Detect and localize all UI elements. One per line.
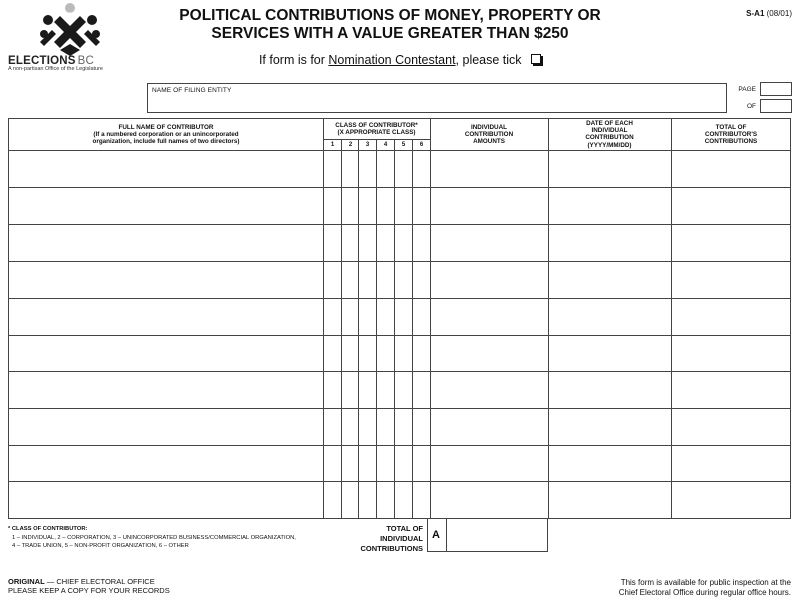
header-total-contributions: TOTAL OF CONTRIBUTOR'S CONTRIBUTIONS xyxy=(704,124,758,146)
col-divider xyxy=(548,119,549,518)
class-legend-line2: 4 – TRADE UNION, 5 – NON-PROFIT ORGANIZATION, 6 – OTHER xyxy=(12,543,189,549)
nomination-checkbox[interactable] xyxy=(531,54,541,64)
form-code: S-A1 (08/01) xyxy=(746,9,792,18)
page-label: PAGE xyxy=(738,86,756,93)
contributor-name-cell[interactable] xyxy=(9,262,323,298)
header-individual-amounts: INDIVIDUAL CONTRIBUTION AMOUNTS xyxy=(464,124,514,146)
form-title-line1: POLITICAL CONTRIBUTIONS OF MONEY, PROPERTY OR xyxy=(179,7,601,24)
contributor-name-cell[interactable] xyxy=(9,372,323,408)
contributor-name-cell[interactable] xyxy=(9,299,323,335)
header-class: CLASS OF CONTRIBUTOR* (X APPROPRIATE CLASS) xyxy=(335,122,418,137)
class-number: 1 xyxy=(330,142,335,148)
nomination-contestant-line: If form is for Nomination Contestant, please tick xyxy=(200,53,600,67)
class-col-divider xyxy=(412,139,413,518)
class-number: 3 xyxy=(365,142,370,148)
class-number: 6 xyxy=(419,142,424,148)
filing-entity-label: NAME OF FILING ENTITY xyxy=(152,87,232,94)
header-contribution-date: DATE OF EACH INDIVIDUAL CONTRIBUTION (YYYY/MM/DD) xyxy=(585,120,634,149)
logo-tagline: A non-partisan Office of the Legislature xyxy=(8,66,103,72)
col-divider xyxy=(323,119,324,518)
logo-wordmark: ELECTIONS BC xyxy=(8,55,95,67)
contributor-name-cell[interactable] xyxy=(9,482,323,518)
form-title-line2: SERVICES WITH A VALUE GREATER THAN $250 xyxy=(211,25,569,42)
contributor-name-cell[interactable] xyxy=(9,336,323,371)
total-letter-a: A xyxy=(432,529,440,541)
class-col-divider xyxy=(341,139,342,518)
total-individual-field[interactable] xyxy=(427,518,548,552)
header-contributor-name: FULL NAME OF CONTRIBUTOR (If a numbered corporation or an unincorporated organization, include full names of two directors) xyxy=(92,124,240,146)
page-total-field[interactable] xyxy=(760,99,792,113)
total-letter-divider xyxy=(446,519,447,551)
class-legend-line1: 1 – INDIVIDUAL, 2 – CORPORATION, 3 – UNINCORPORATED BUSINESS/COMMERCIAL ORGANIZATION, xyxy=(12,535,296,541)
filing-entity-field[interactable] xyxy=(147,83,727,113)
contributor-name-cell[interactable] xyxy=(9,188,323,224)
contributor-name-cell[interactable] xyxy=(9,225,323,261)
original-copy-note: ORIGINAL — CHIEF ELECTORAL OFFICE PLEASE KEEP A COPY FOR YOUR RECORDS xyxy=(8,577,170,595)
col-divider xyxy=(671,119,672,518)
class-number: 5 xyxy=(401,142,406,148)
class-number: 2 xyxy=(348,142,353,148)
contributor-name-cell[interactable] xyxy=(9,151,323,187)
contributor-name-cell[interactable] xyxy=(9,446,323,481)
nomination-contestant-text: Nomination Contestant xyxy=(328,53,456,67)
elections-bc-emblem-icon xyxy=(30,2,110,58)
form-title xyxy=(150,7,630,43)
total-individual-label: TOTAL OF INDIVIDUAL CONTRIBUTIONS xyxy=(360,524,423,553)
page-number-field[interactable] xyxy=(760,82,792,96)
of-label: OF xyxy=(746,103,756,110)
public-inspection-note: This form is available for public inspection at the Chief Electoral Office during regular office hours. xyxy=(618,578,791,597)
col-divider xyxy=(430,119,431,518)
class-header-divider xyxy=(323,139,430,140)
class-col-divider xyxy=(394,139,395,518)
contributor-name-cell[interactable] xyxy=(9,409,323,445)
class-legend-title: * CLASS OF CONTRIBUTOR: xyxy=(8,526,88,532)
class-col-divider xyxy=(376,139,377,518)
class-number: 4 xyxy=(383,142,388,148)
class-col-divider xyxy=(358,139,359,518)
contributions-table xyxy=(8,118,791,519)
